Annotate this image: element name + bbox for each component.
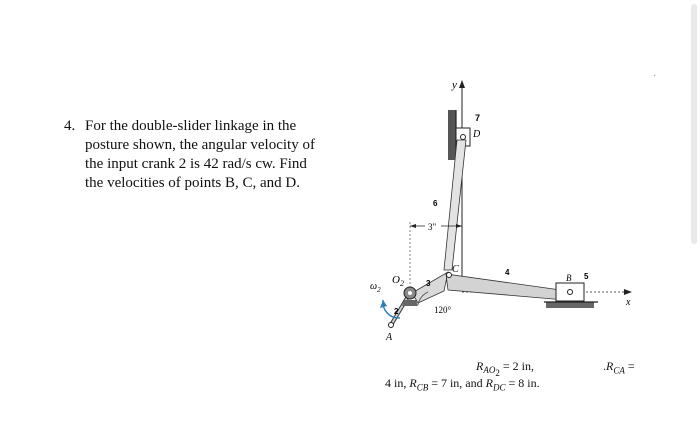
pivot-o2-label: $O_2$ — [392, 274, 404, 288]
caption-rao2: $R_{AO_2} = 2$ in, — [476, 359, 534, 379]
pin-a — [389, 323, 394, 328]
vertical-ground — [448, 110, 456, 160]
point-c-label: C — [452, 264, 459, 275]
omega-label: $\omega_2$ — [370, 281, 381, 294]
problem-line-1: For the double-slider linkage in the — [85, 118, 297, 134]
problem-number: 4. — [64, 118, 76, 134]
problem-line-4: the velocities of points B, C, and D. — [85, 175, 300, 191]
problem-line-3: the input crank 2 is 42 rad/s cw. Find — [85, 156, 307, 172]
y-axis-arrow — [459, 80, 465, 88]
caption-line-2: 4 in, $R_{CB} = 7$ in, and $R_{DC} = 8$ in. — [385, 376, 540, 393]
pivot-o2-pin — [408, 291, 412, 295]
x-axis-label: x — [626, 297, 631, 308]
caption-rca: $.R_{CA}$ = — [603, 359, 635, 376]
dimension-arrow-right — [456, 224, 462, 228]
link-4-label: 4 — [505, 268, 510, 277]
link-5-label: 5 — [584, 272, 589, 281]
pin-c — [447, 273, 452, 278]
link-3-label: 3 — [426, 279, 431, 288]
point-d-label: D — [473, 129, 481, 140]
link-6-label: 6 — [433, 199, 438, 208]
link-2-label: 2 — [394, 307, 399, 316]
dimension-arrow-left — [410, 224, 416, 228]
link-6 — [444, 140, 466, 270]
pivot-ground — [402, 300, 418, 306]
point-b-label: B — [566, 273, 572, 283]
link-7-label: 7 — [475, 113, 481, 123]
pin-b — [568, 290, 573, 295]
point-a-label: A — [386, 332, 393, 343]
omega-arrowhead — [380, 300, 387, 308]
horizontal-ground — [546, 302, 594, 308]
stray-mark: · — [653, 71, 657, 82]
dimension-label: 3" — [428, 222, 437, 232]
pin-d — [461, 135, 466, 140]
problem-line-2: posture shown, the angular velocity of — [85, 137, 315, 153]
angle-label: 120° — [434, 305, 452, 315]
y-axis-label: y — [452, 79, 457, 91]
x-axis-arrow — [624, 289, 632, 295]
